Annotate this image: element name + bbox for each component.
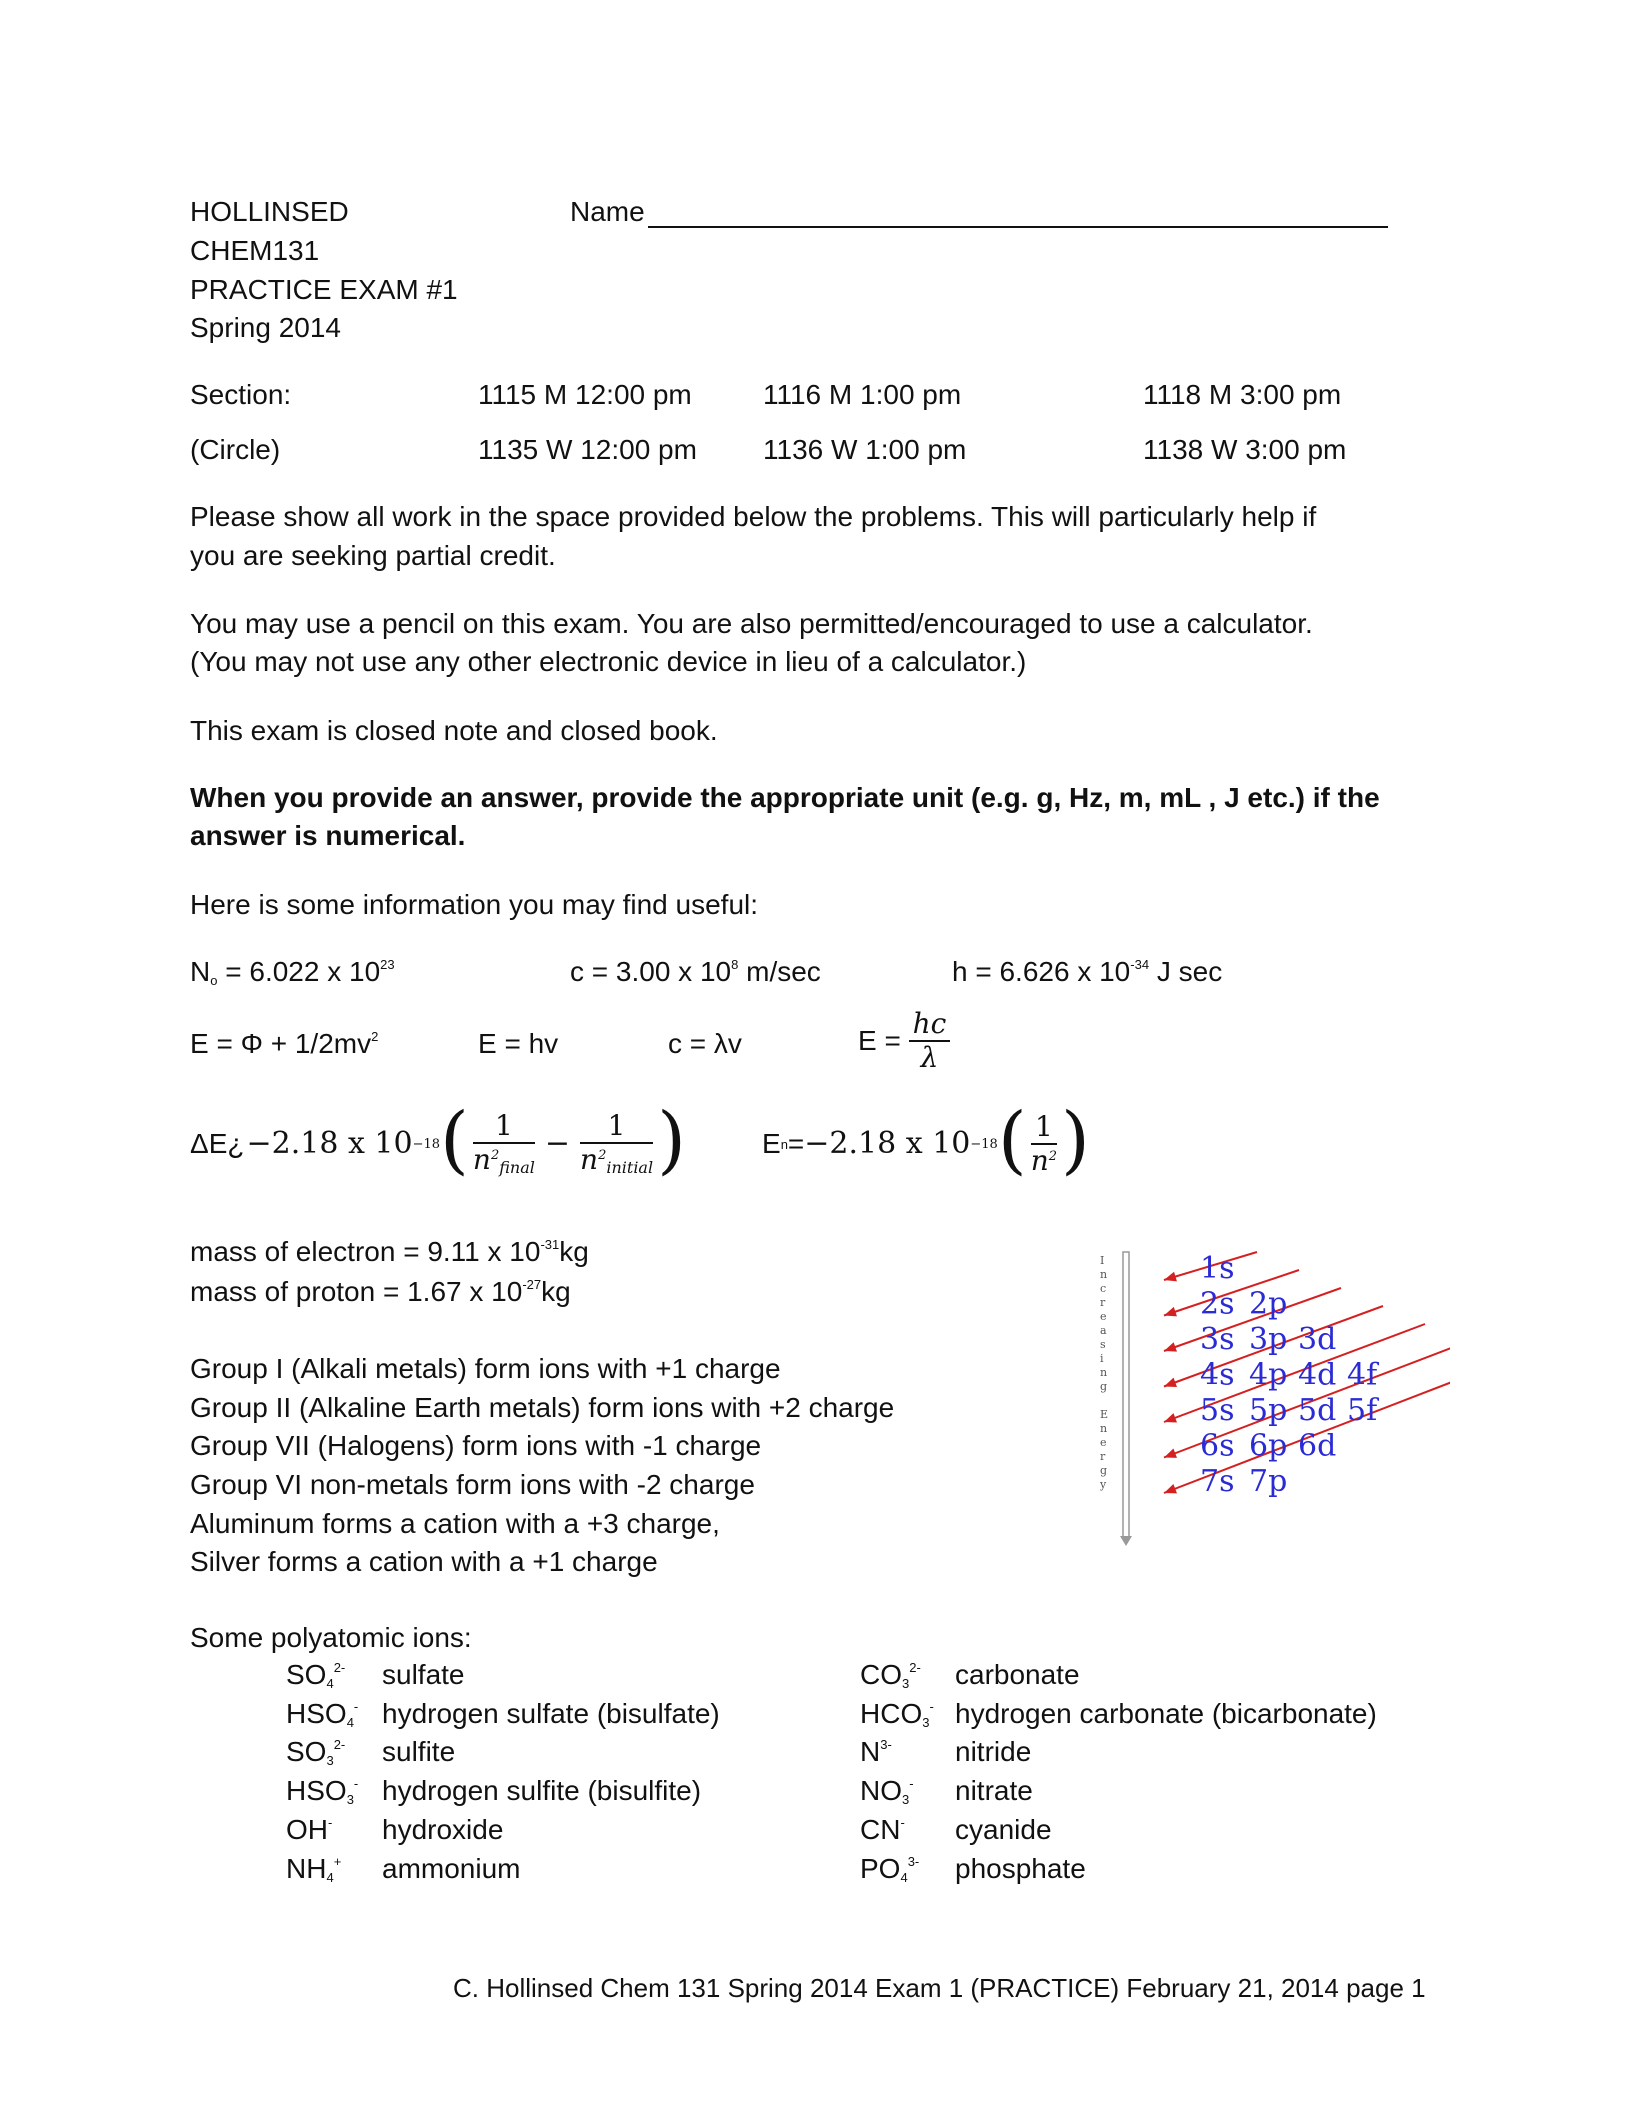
- section-1116[interactable]: 1116 M 1:00 pm: [763, 379, 962, 410]
- section-1118[interactable]: 1118 M 3:00 pm: [1143, 379, 1342, 410]
- ion-formula: $PO_4^{3-}$: [860, 1852, 920, 1885]
- ion-name: carbonate: [955, 1659, 1080, 1690]
- arrow-head: [1164, 1449, 1177, 1458]
- page-footer: C. Hollinsed Chem 131 Spring 2014 Exam 1 (PRACTICE) February 21, 2014 page 1: [453, 1973, 1426, 2003]
- charge-rule-3: Group VII (Halogens) form ions with -1 charge: [190, 1430, 762, 1461]
- ion-name: hydrogen sulfite (bisulfite): [382, 1775, 702, 1807]
- orbital-6s: 6s: [1200, 1428, 1235, 1464]
- arrow-head: [1164, 1272, 1177, 1282]
- wave-equation: c = λv: [668, 1028, 742, 1059]
- ion-name: ammonium: [382, 1852, 521, 1884]
- header-line-1: HOLLINSED: [190, 196, 349, 227]
- arrow-head: [1164, 1307, 1177, 1316]
- instruction-closed-book: This exam is closed note and closed book.: [190, 715, 718, 746]
- ion-formula: $NO_3^-$: [860, 1775, 914, 1808]
- charge-rule-1: Group I (Alkali metals) form ions with +1 charge: [190, 1353, 781, 1384]
- instruction-units-2: answer is numerical.: [190, 820, 466, 851]
- orbital-1s: 1s: [1200, 1251, 1235, 1286]
- header-line-4: Spring 2014: [190, 312, 342, 343]
- orbital-2s: 2s: [1200, 1286, 1235, 1322]
- orbital-4p: 4p: [1249, 1357, 1288, 1393]
- ion-name: phosphate: [955, 1852, 1086, 1884]
- ion-name: nitrate: [955, 1775, 1033, 1807]
- charge-rule-5: Aluminum forms a cation with a +3 charge,: [190, 1508, 720, 1539]
- energy-frequency-equation: E = hv: [478, 1028, 559, 1059]
- speed-of-light: c = 3.00 x $10^8$ m/sec: [570, 956, 821, 987]
- name-label: Name: [570, 196, 645, 227]
- ion-name: cyanide: [955, 1813, 1052, 1845]
- ion-name: hydrogen sulfate (bisulfate): [382, 1697, 720, 1729]
- orbital-4d: 4d: [1298, 1357, 1337, 1393]
- instruction-units-1: When you provide an answer, provide the appropriate unit (e.g. g, Hz, m, mL , J etc.) if the: [190, 782, 1380, 813]
- orbital-7s: 7s: [1200, 1464, 1235, 1499]
- charge-rule-6: Silver forms a cation with a +1 charge: [190, 1546, 658, 1577]
- charge-rule-2: Group II (Alkaline Earth metals) form ions with +2 charge: [190, 1392, 895, 1423]
- ion-formula: $N^{3-}$: [860, 1736, 892, 1768]
- name-field[interactable]: [648, 198, 1388, 228]
- ion-name: hydroxide: [382, 1813, 504, 1845]
- orbital-5f: 5f: [1347, 1393, 1378, 1428]
- delta-e-equation: ΔE¿ −2.18 x 10 −18 ( $\frac{1}{n^2_{final}}$ − $\frac{1}{n^2_{initial}}$ ): [190, 1097, 686, 1183]
- ion-formula: OH-: [286, 1813, 333, 1845]
- instruction-calc-1: You may use a pencil on this exam. You are also permitted/encouraged to use a calculator.: [190, 608, 1313, 639]
- orbital-5s: 5s: [1200, 1393, 1235, 1428]
- header-line-2: CHEM131: [190, 235, 320, 266]
- circle-label: (Circle): [190, 434, 281, 465]
- arrow-head: [1164, 1378, 1177, 1387]
- energy-level-equation: E n = −2.18 x 10 −18 ( $\frac{1}{n^2}$ ): [762, 1097, 1090, 1183]
- info-intro: Here is some information you may find useful:: [190, 889, 759, 920]
- avogadro-constant: $N_o = 6.022$ x $10^{23}$: [190, 956, 395, 988]
- ion-name: nitride: [955, 1736, 1032, 1768]
- orbital-3p: 3p: [1249, 1322, 1288, 1357]
- ion-formula: CN-: [860, 1813, 905, 1845]
- section-1138[interactable]: 1138 W 3:00 pm: [1143, 434, 1347, 465]
- photoelectric-equation: $E = \Phi + 1/2mv^2$: [190, 1028, 379, 1059]
- orbital-5p: 5p: [1249, 1393, 1288, 1428]
- orbital-6p: 6p: [1249, 1428, 1288, 1464]
- ion-formula: $HSO_4^-$: [286, 1697, 359, 1730]
- planck-constant: h = 6.626 x $10^{-34}$ J sec: [952, 956, 1223, 987]
- ion-formula: $HSO_3^-$: [286, 1775, 359, 1808]
- header-line-3: PRACTICE EXAM #1: [190, 274, 458, 305]
- orbital-3s: 3s: [1200, 1322, 1235, 1357]
- arrow-head: [1164, 1342, 1177, 1351]
- section-1115[interactable]: 1115 M 12:00 pm: [478, 379, 692, 410]
- arrow-head: [1164, 1484, 1177, 1493]
- energy-axis: [1120, 1252, 1132, 1546]
- ion-formula: $HCO_3^-$: [860, 1697, 934, 1730]
- orbital-5d: 5d: [1298, 1393, 1337, 1428]
- charge-rule-4: Group VI non-metals form ions with -2 charge: [190, 1469, 755, 1500]
- orbital-6d: 6d: [1298, 1428, 1337, 1464]
- proton-mass: mass of proton = 1.67 x $10^{-27}kg$: [190, 1276, 571, 1307]
- section-1136[interactable]: 1136 W 1:00 pm: [763, 434, 967, 465]
- orbital-2p: 2p: [1249, 1286, 1288, 1322]
- energy-wavelength-equation: E = $\frac{hc}{\lambda}$: [858, 1010, 950, 1072]
- orbital-4s: 4s: [1200, 1357, 1235, 1393]
- orbital-4f: 4f: [1347, 1357, 1378, 1393]
- arrow-head: [1164, 1413, 1177, 1422]
- polyatomic-title: Some polyatomic ions:: [190, 1622, 472, 1653]
- ion-name: sulfate: [382, 1659, 465, 1690]
- increasing-energy-label: I n c r e a s i n g E n e r g y: [1100, 1254, 1109, 1491]
- ion-formula: $NH_4^+$: [286, 1852, 342, 1885]
- electron-mass: mass of electron = 9.11 x $10^{-31}kg$: [190, 1236, 589, 1267]
- ion-name: hydrogen carbonate (bicarbonate): [955, 1697, 1377, 1729]
- ion-name: sulfite: [382, 1736, 456, 1768]
- section-label: Section:: [190, 379, 292, 410]
- ion-formula: $SO_3^{2-}$: [286, 1736, 346, 1769]
- ion-formula: $SO_4^{2-}$: [286, 1659, 346, 1691]
- aufbau-diagram: [1090, 1250, 1450, 1550]
- orbital-3d: 3d: [1298, 1322, 1337, 1357]
- instruction-work-1: Please show all work in the space provided below the problems. This will particularly help if: [190, 501, 1317, 532]
- section-1135[interactable]: 1135 W 12:00 pm: [478, 434, 697, 465]
- instruction-work-2: you are seeking partial credit.: [190, 540, 556, 571]
- instruction-calc-2: (You may not use any other electronic device in lieu of a calculator.): [190, 646, 1027, 677]
- ion-formula: $CO_3^{2-}$: [860, 1659, 921, 1691]
- orbital-7p: 7p: [1249, 1464, 1288, 1499]
